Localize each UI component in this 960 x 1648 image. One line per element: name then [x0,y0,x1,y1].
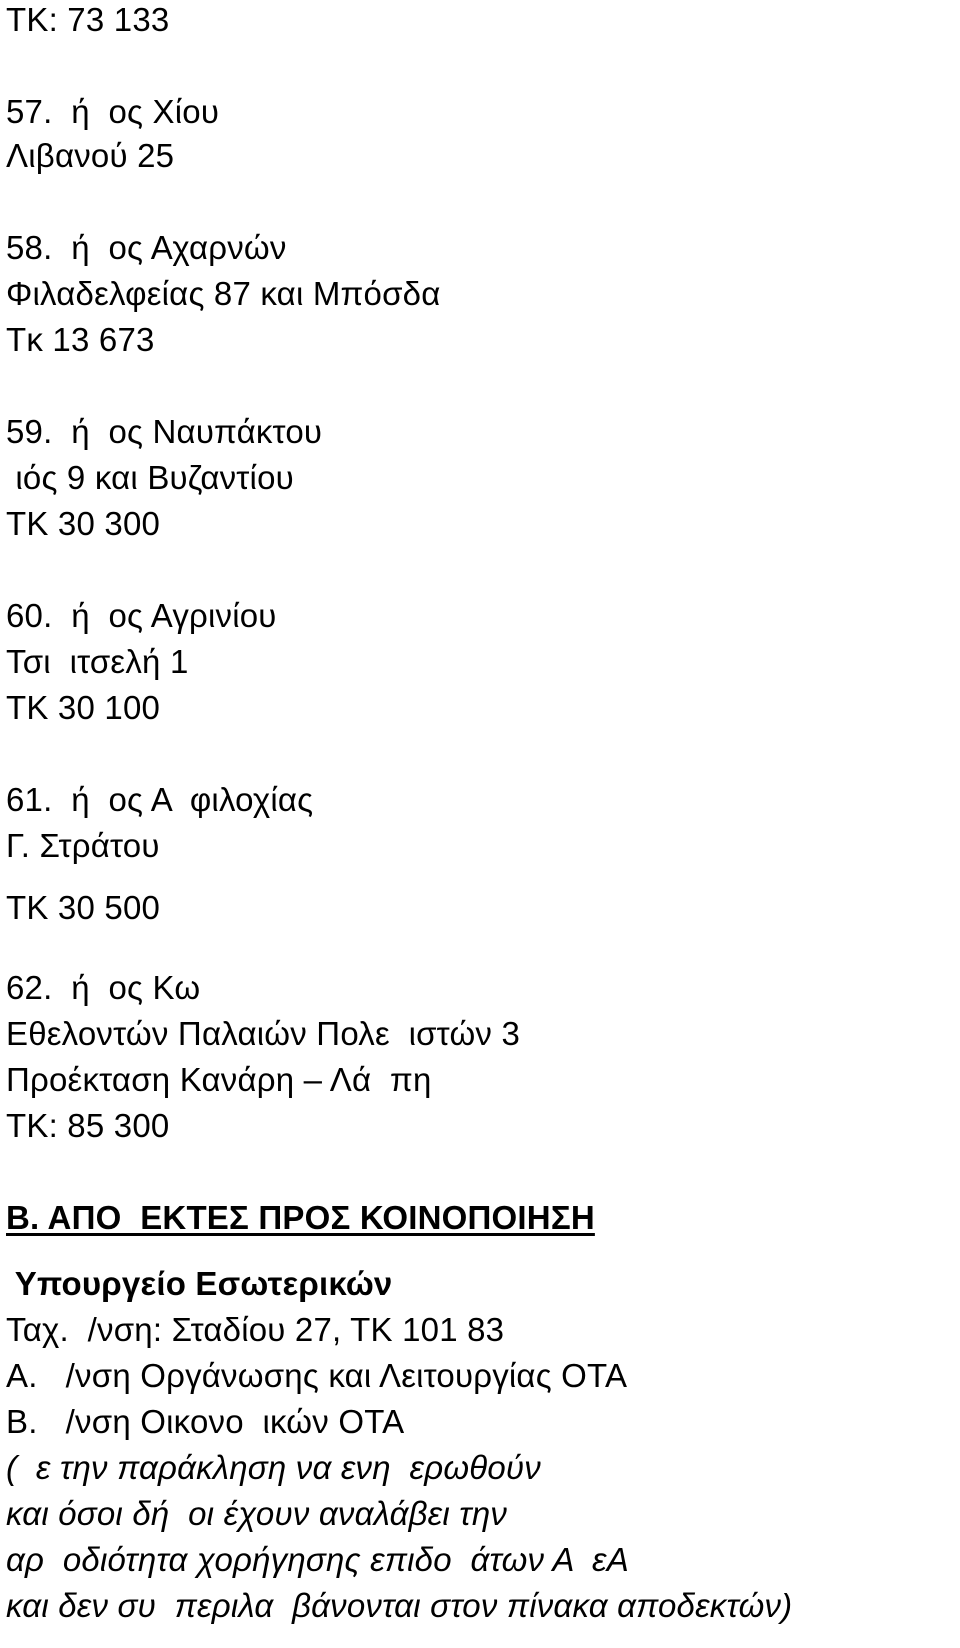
note-line-1: ( ε την παράκληση να ενη ερωθούν [6,1449,541,1486]
postal-code-line: ΤΚ: 73 133 [6,1,170,38]
ministry-address: Ταχ. /νση: Σταδίου 27, ΤΚ 101 83 [6,1311,505,1348]
entry-58-title: 58. ή ος Αχαρνών [6,229,287,266]
ministry-name: Υπουργείο Εσωτερικών [6,1265,393,1302]
section-b-heading: Β. ΑΠΟ ΕΚΤΕΣ ΠΡΟΣ ΚΟΙΝΟΠΟΙΗΣΗ [6,1199,595,1236]
note-line-2: και όσοι δή οι έχουν αναλάβει την [6,1495,508,1532]
entry-60-title: 60. ή ος Αγρινίου [6,597,277,634]
entry-59-address: ιός 9 και Βυζαντίου [6,459,294,496]
entry-57-address: Λιβανού 25 [6,137,175,174]
entry-58-postal-code: Τκ 13 673 [6,321,155,358]
department-a: Α. /νση Οργάνωσης και Λειτουργίας ΟΤΑ [6,1357,628,1394]
department-b: Β. /νση Οικονο ικών ΟΤΑ [6,1403,405,1440]
entry-58-address: Φιλαδελφείας 87 και Μπόσδα [6,275,441,312]
entry-60-address: Τσι ιτσελή 1 [6,643,189,680]
entry-61-postal-code: ΤΚ 30 500 [6,889,161,926]
entry-59-title: 59. ή ος Ναυπάκτου [6,413,323,450]
entry-62-postal-code: ΤΚ: 85 300 [6,1107,170,1144]
entry-57-title: 57. ή ος Χίου [6,93,220,130]
entry-62-title: 62. ή ος Κω [6,969,201,1006]
entry-60-postal-code: ΤΚ 30 100 [6,689,161,726]
note-line-4: και δεν συ περιλα βάνονται στον πίνακα αποδεκτών) [6,1587,793,1624]
entry-61-address: Γ. Στράτου [6,827,160,864]
entry-59-postal-code: ΤΚ 30 300 [6,505,161,542]
entry-62-address: Εθελοντών Παλαιών Πολε ιστών 3 [6,1015,521,1052]
entry-61-title: 61. ή ος Α φιλοχίας [6,781,314,818]
entry-62-address-extension: Προέκταση Κανάρη – Λά πη [6,1061,432,1098]
note-line-3: αρ οδιότητα χορήγησης επιδο άτων Α εΑ [6,1541,629,1578]
